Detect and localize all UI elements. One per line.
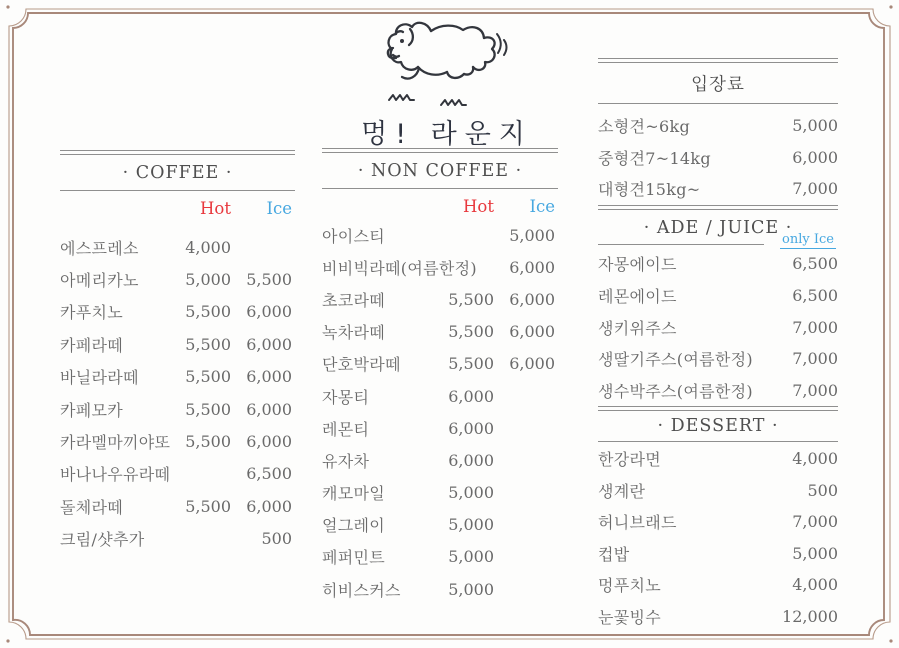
ice-price: 6,000 bbox=[509, 289, 555, 309]
dog-illustration bbox=[381, 14, 513, 108]
item-name: 에스프레소 bbox=[60, 238, 139, 258]
price: 500 bbox=[807, 480, 838, 500]
hot-price: 5,500 bbox=[185, 496, 231, 516]
ade-juice-header: · ADE / JUICE · bbox=[643, 217, 793, 238]
coffee-items bbox=[60, 231, 295, 555]
item-name: 카페라떼 bbox=[60, 335, 124, 355]
coffee-header: · COFFEE · bbox=[60, 155, 295, 191]
menu-item bbox=[322, 380, 558, 412]
non-coffee-header: · NON COFFEE · bbox=[322, 153, 558, 189]
item-name: 얼그레이 bbox=[322, 516, 386, 536]
hot-price: 5,500 bbox=[185, 432, 231, 452]
menu-item bbox=[598, 173, 838, 205]
ice-price: 6,000 bbox=[246, 334, 292, 354]
price: 4,000 bbox=[792, 449, 838, 469]
hot-price: 5,000 bbox=[448, 579, 494, 599]
non-coffee-price-labels bbox=[322, 196, 558, 218]
item-name: 비비빅라떼(여름한정) bbox=[322, 258, 477, 278]
menu-item bbox=[322, 219, 558, 251]
ice-label: Ice bbox=[529, 197, 555, 216]
menu-item bbox=[60, 361, 295, 393]
item-name: 바나나우유라떼 bbox=[60, 465, 171, 485]
item-name: 자몽티 bbox=[322, 387, 370, 407]
menu-item bbox=[322, 251, 558, 283]
item-name: 중형견7~14kg bbox=[598, 148, 711, 168]
ice-price: 6,000 bbox=[246, 399, 292, 419]
item-name: 생계란 bbox=[598, 481, 646, 501]
item-name: 자몽에이드 bbox=[598, 255, 677, 275]
ice-price: 500 bbox=[261, 529, 292, 549]
price: 7,000 bbox=[792, 380, 838, 400]
hot-price: 5,000 bbox=[185, 270, 231, 290]
hot-price: 5,000 bbox=[448, 547, 494, 567]
hot-price: 5,500 bbox=[185, 334, 231, 354]
item-name: 생딸기주스(여름한정) bbox=[598, 350, 753, 370]
item-name: 아메리카노 bbox=[60, 271, 139, 291]
menu-item bbox=[60, 490, 295, 522]
menu-item bbox=[60, 523, 295, 555]
item-name: 녹차라떼 bbox=[322, 323, 386, 343]
menu-item bbox=[598, 343, 838, 375]
item-name: 컵밥 bbox=[598, 544, 630, 564]
ice-price: 6,000 bbox=[246, 432, 292, 452]
item-name: 크림/샷추가 bbox=[60, 530, 145, 550]
hot-price: 5,000 bbox=[448, 483, 494, 503]
price: 5,000 bbox=[792, 543, 838, 563]
ice-price: 6,000 bbox=[509, 257, 555, 277]
item-name: 초코라떼 bbox=[322, 290, 386, 310]
item-name: 히비스커스 bbox=[322, 580, 401, 600]
item-name: 단호박라떼 bbox=[322, 355, 401, 375]
hot-price: 4,000 bbox=[185, 237, 231, 257]
menu-item bbox=[598, 475, 838, 507]
menu-item bbox=[598, 279, 838, 311]
menu-item bbox=[598, 142, 838, 174]
menu-item bbox=[322, 573, 558, 605]
price: 7,000 bbox=[792, 349, 838, 369]
menu-item bbox=[322, 444, 558, 476]
price: 6,500 bbox=[792, 285, 838, 305]
item-name: 유자차 bbox=[322, 451, 370, 471]
hot-price: 6,000 bbox=[448, 450, 494, 470]
hot-price: 5,500 bbox=[448, 354, 494, 374]
menu-item bbox=[60, 458, 295, 490]
right-column bbox=[598, 58, 838, 632]
ice-price: 6,000 bbox=[246, 496, 292, 516]
item-name: 아이스티 bbox=[322, 226, 386, 246]
menu-item bbox=[598, 506, 838, 538]
ade-juice-header-row bbox=[598, 210, 838, 245]
item-name: 소형견~6kg bbox=[598, 117, 690, 137]
item-name: 카라멜마끼야또 bbox=[60, 433, 171, 453]
menu-item bbox=[60, 393, 295, 425]
menu-item bbox=[60, 263, 295, 295]
only-ice-note: only Ice bbox=[782, 231, 834, 247]
price: 4,000 bbox=[792, 575, 838, 595]
menu-item bbox=[322, 541, 558, 573]
menu-item bbox=[598, 443, 838, 475]
menu-item bbox=[598, 601, 838, 633]
item-name: 허니브래드 bbox=[598, 513, 677, 533]
ice-price: 5,500 bbox=[246, 270, 292, 290]
admission-items bbox=[598, 110, 838, 205]
item-name: 페퍼민트 bbox=[322, 548, 386, 568]
coffee-section bbox=[60, 150, 295, 555]
page-title: 멍! 라운지 bbox=[361, 119, 533, 150]
item-name: 카푸치노 bbox=[60, 303, 124, 323]
ice-price: 6,500 bbox=[246, 464, 292, 484]
ice-price: 6,000 bbox=[246, 302, 292, 322]
dessert-items bbox=[598, 443, 838, 632]
price: 6,000 bbox=[792, 147, 838, 167]
item-name: 생수박주스(여름한정) bbox=[598, 381, 753, 401]
menu-item bbox=[598, 311, 838, 343]
menu-item bbox=[60, 296, 295, 328]
hot-price: 5,500 bbox=[185, 367, 231, 387]
ice-price: 6,000 bbox=[509, 322, 555, 342]
item-name: 바닐라라떼 bbox=[60, 368, 139, 388]
item-name: 돌체라떼 bbox=[60, 497, 124, 517]
hot-price: 5,500 bbox=[448, 322, 494, 342]
price: 6,500 bbox=[792, 254, 838, 274]
item-name: 카페모카 bbox=[60, 400, 124, 420]
coffee-price-labels bbox=[60, 198, 295, 220]
ice-price: 6,000 bbox=[509, 354, 555, 374]
hero bbox=[327, 14, 567, 151]
item-name: 생키위주스 bbox=[598, 318, 677, 338]
header-rule bbox=[598, 244, 764, 245]
hot-price: 5,500 bbox=[448, 289, 494, 309]
ice-label: Ice bbox=[266, 199, 292, 218]
price: 12,000 bbox=[782, 606, 838, 626]
item-name: 레몬에이드 bbox=[598, 286, 677, 306]
price: 7,000 bbox=[792, 512, 838, 532]
hot-price: 5,500 bbox=[185, 399, 231, 419]
hot-price: 6,000 bbox=[448, 386, 494, 406]
menu-item bbox=[60, 425, 295, 457]
item-name: 레몬티 bbox=[322, 419, 370, 439]
price: 5,000 bbox=[792, 116, 838, 136]
item-name: 멍푸치노 bbox=[598, 576, 662, 596]
hot-label: Hot bbox=[463, 197, 494, 216]
menu-item bbox=[598, 569, 838, 601]
ice-price: 6,000 bbox=[246, 367, 292, 387]
ice-price: 5,000 bbox=[509, 225, 555, 245]
menu-item bbox=[598, 248, 838, 280]
ade-juice-items bbox=[598, 248, 838, 406]
menu-item bbox=[598, 110, 838, 142]
hot-price: 5,500 bbox=[185, 302, 231, 322]
item-name: 대형견15kg~ bbox=[598, 180, 701, 200]
menu-item bbox=[322, 509, 558, 541]
non-coffee-section bbox=[322, 148, 558, 605]
menu-item bbox=[60, 231, 295, 263]
menu-item bbox=[322, 477, 558, 509]
menu-item bbox=[598, 538, 838, 570]
non-coffee-items bbox=[322, 219, 558, 605]
menu-item bbox=[60, 328, 295, 360]
admission-header: 입장료 bbox=[598, 63, 838, 104]
hot-price: 5,000 bbox=[448, 515, 494, 535]
hot-label: Hot bbox=[200, 199, 231, 218]
menu-item bbox=[322, 283, 558, 315]
dessert-header: · DESSERT · bbox=[598, 411, 838, 442]
item-name: 눈꽃빙수 bbox=[598, 607, 662, 627]
item-name: 캐모마일 bbox=[322, 484, 386, 504]
menu-item bbox=[598, 375, 838, 407]
price: 7,000 bbox=[792, 179, 838, 199]
hot-price: 6,000 bbox=[448, 418, 494, 438]
item-name: 한강라면 bbox=[598, 450, 662, 470]
menu-item bbox=[322, 316, 558, 348]
menu-item bbox=[322, 348, 558, 380]
menu-item bbox=[322, 412, 558, 444]
price: 7,000 bbox=[792, 317, 838, 337]
